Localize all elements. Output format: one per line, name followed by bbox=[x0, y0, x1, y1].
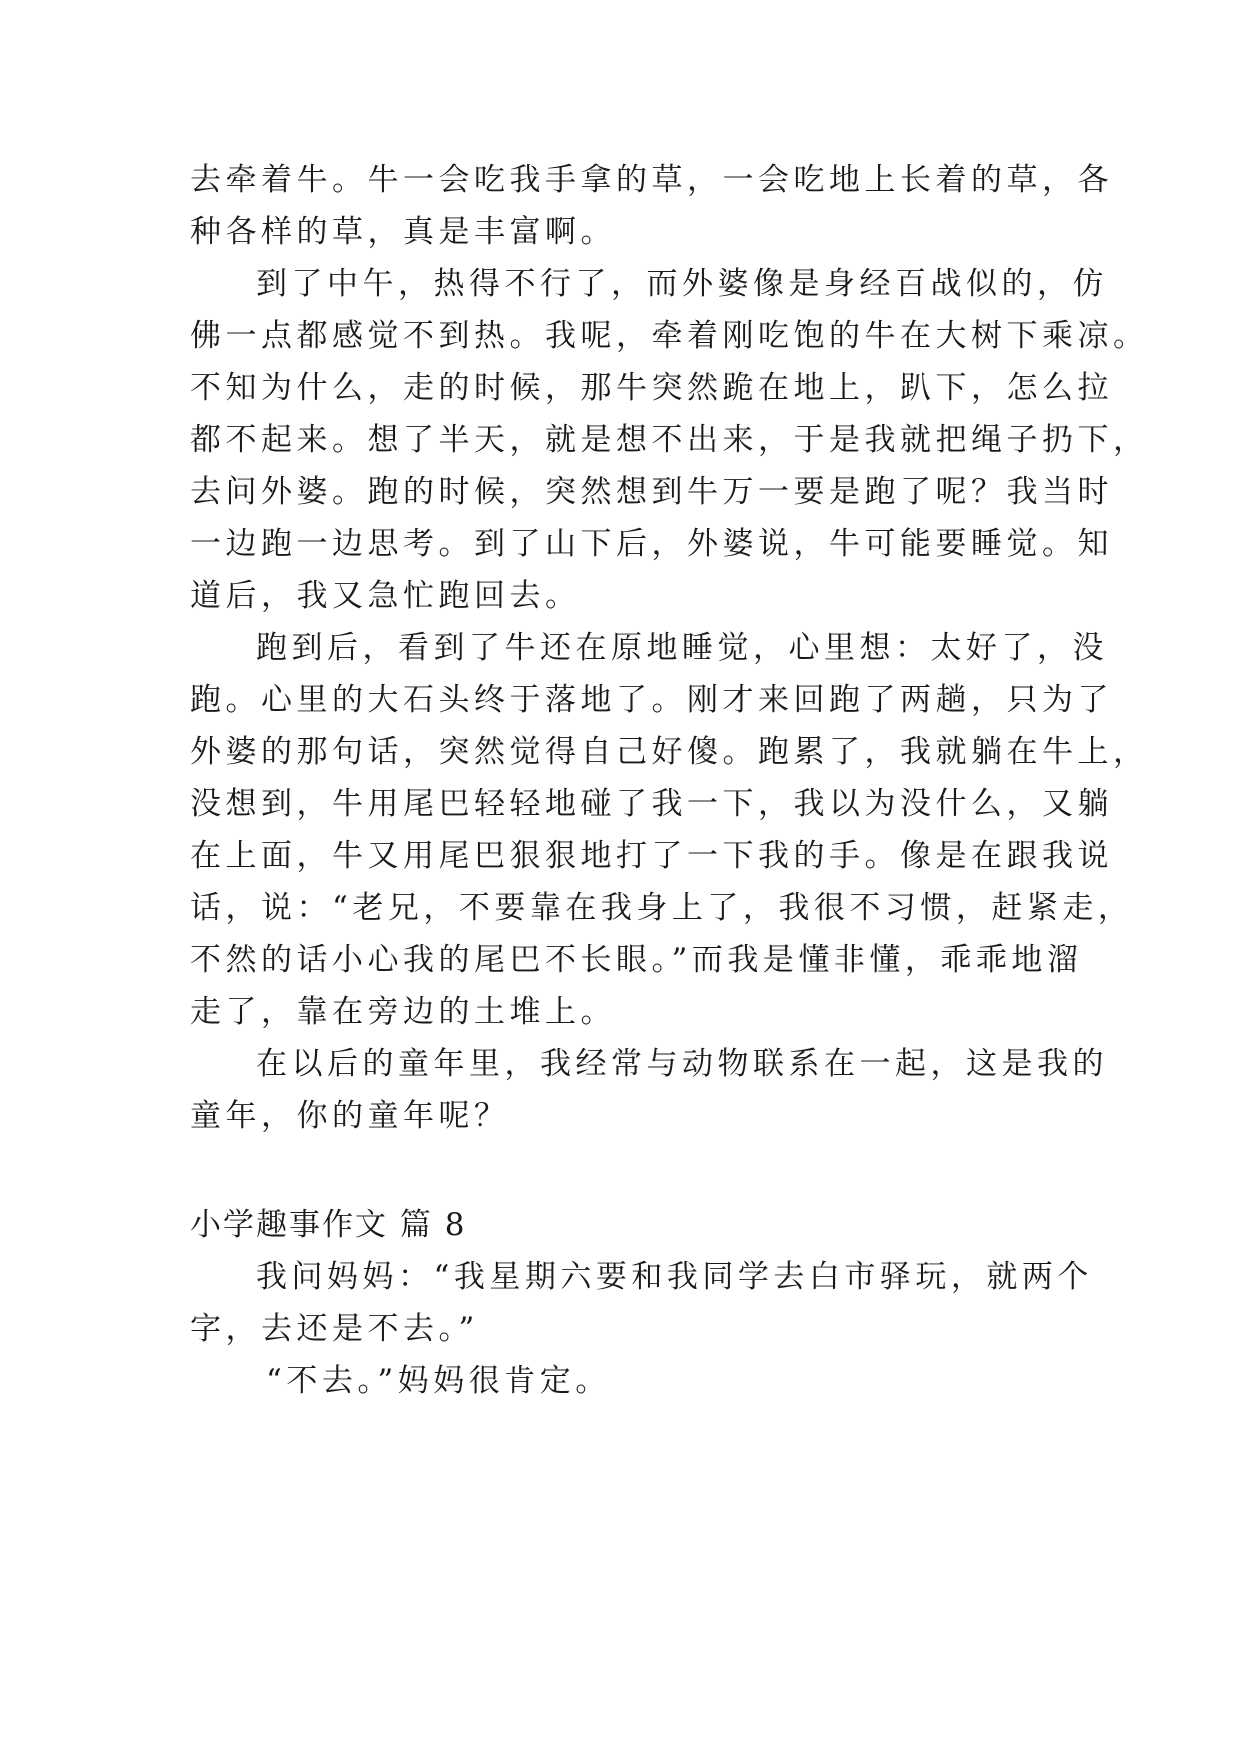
paragraph-2-line-2: 佛一点都感觉不到热。我呢，牵着刚吃饱的牛在大树下乘凉。 bbox=[190, 318, 1149, 354]
paragraph-3-line-1: 跑到后，看到了牛还在原地睡觉，心里想：太好了，没 bbox=[256, 630, 1108, 666]
paragraph-2-line-5: 去问外婆。跑的时候，突然想到牛万一要是跑了呢？我当时 bbox=[190, 474, 1113, 510]
paragraph-4-line-1: 在以后的童年里，我经常与动物联系在一起，这是我的 bbox=[256, 1046, 1108, 1082]
paragraph-2-line-1: 到了中午，热得不行了，而外婆像是身经百战似的，仿 bbox=[256, 266, 1108, 302]
paragraph-3-line-7: 不然的话小心我的尾巴不长眼。”而我是懂非懂，乖乖地溜 bbox=[190, 942, 1083, 978]
paragraph-2-line-4: 都不起来。想了半天，就是想不出来，于是我就把绳子扔下， bbox=[190, 422, 1149, 458]
section-paragraph-1-line-1: 我问妈妈：“我星期六要和我同学去白市驿玩，就两个 bbox=[256, 1259, 1093, 1295]
paragraph-3-line-3: 外婆的那句话，突然觉得自己好傻。跑累了，我就躺在牛上， bbox=[190, 734, 1149, 770]
paragraph-3-line-5: 在上面，牛又用尾巴狠狠地打了一下我的手。像是在跟我说 bbox=[190, 838, 1113, 874]
paragraph-4-line-2: 童年，你的童年呢？ bbox=[190, 1098, 510, 1134]
section-paragraph-1-line-2: 字，去还是不去。” bbox=[190, 1311, 479, 1347]
paragraph-3-line-6: 话，说：“老兄，不要靠在我身上了，我很不习惯，赶紧走， bbox=[190, 890, 1134, 926]
paragraph-2-line-6: 一边跑一边思考。到了山下后，外婆说，牛可能要睡觉。知 bbox=[190, 526, 1113, 562]
paragraph-1-line-1: 去牵着牛。牛一会吃我手拿的草，一会吃地上长着的草，各 bbox=[190, 162, 1113, 198]
section-paragraph-2-line-1: “不去。”妈妈很肯定。 bbox=[266, 1363, 611, 1399]
paragraph-2-line-3: 不知为什么，走的时候，那牛突然跪在地上，趴下，怎么拉 bbox=[190, 370, 1113, 406]
paragraph-1-line-2: 种各样的草，真是丰富啊。 bbox=[190, 214, 616, 250]
paragraph-3-line-2: 跑。心里的大石头终于落地了。刚才来回跑了两趟，只为了 bbox=[190, 682, 1113, 718]
paragraph-3-line-8: 走了，靠在旁边的土堆上。 bbox=[190, 994, 616, 1030]
paragraph-3-line-4: 没想到，牛用尾巴轻轻地碰了我一下，我以为没什么，又躺 bbox=[190, 786, 1113, 822]
paragraph-2-line-7: 道后，我又急忙跑回去。 bbox=[190, 578, 581, 614]
section-heading: 小学趣事作文 篇 8 bbox=[190, 1207, 467, 1243]
